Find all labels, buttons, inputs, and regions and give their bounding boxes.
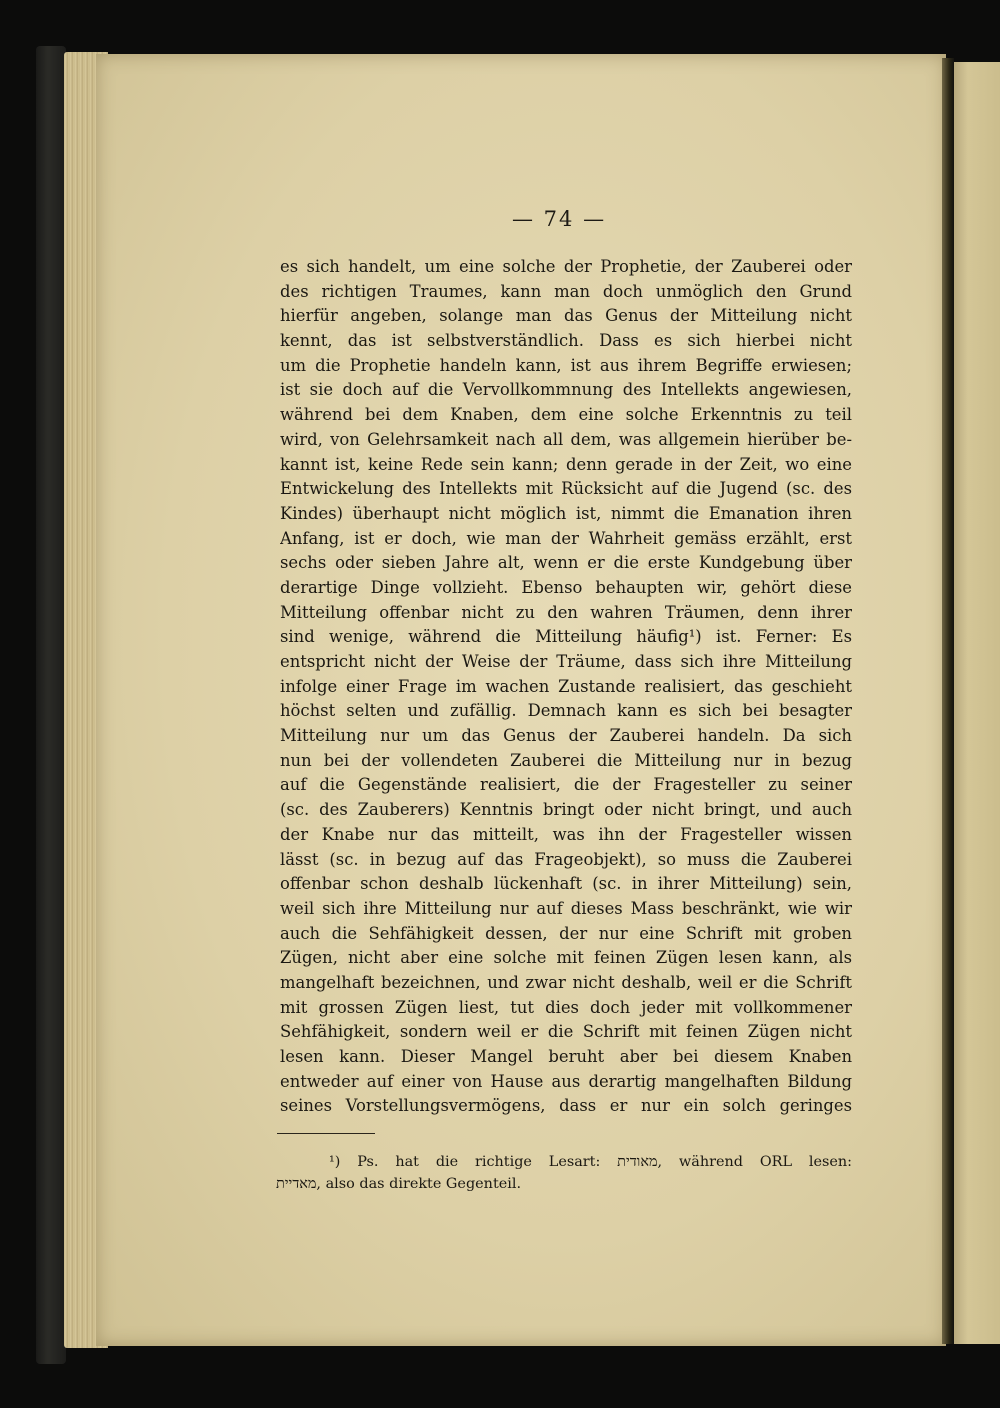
text-line: um die Prophetie handeln kann, ist aus ihrem Begriffe erwiesen; bbox=[280, 355, 852, 375]
text-line: derartige Dinge vollzieht. Ebenso behaupten wir, gehört diese bbox=[280, 577, 852, 597]
text-line: höchst selten und zufällig. Demnach kann es sich bei besagter bbox=[280, 701, 852, 721]
text-line: des richtigen Traumes, kann man doch unmöglich den Grund bbox=[280, 281, 852, 301]
text-line: Mitteilung offenbar nicht zu den wahren Träumen, denn ihrer bbox=[280, 602, 852, 622]
text-line: auf die Gegenstände realisiert, die der Fragesteller zu seiner bbox=[280, 775, 852, 795]
text-line: sechs oder sieben Jahre alt, wenn er die erste Kundgebung über bbox=[280, 553, 852, 573]
footnotes bbox=[276, 1151, 852, 1195]
text-line: Sehfähigkeit, sondern weil er die Schrift mit feinen Zügen nicht bbox=[280, 1022, 852, 1042]
text-line: kannt ist, keine Rede sein kann; denn gerade in der Zeit, wo eine bbox=[280, 454, 852, 474]
text-line: Zügen, nicht aber eine solche mit feinen Zügen lesen kann, als bbox=[280, 948, 852, 968]
text-line: offenbar schon deshalb lückenhaft (sc. in ihrer Mitteilung) sein, bbox=[280, 874, 852, 894]
text-line: es sich handelt, um eine solche der Prophetie, der Zauberei oder bbox=[280, 257, 852, 276]
text-line: infolge einer Frage im wachen Zustande realisiert, das geschieht bbox=[280, 676, 852, 696]
text-line: nun bei der vollendeten Zauberei die Mitteilung nur in bezug bbox=[280, 750, 852, 770]
text-line: mangelhaft bezeichnen, und zwar nicht deshalb, weil er die Schrift bbox=[280, 972, 852, 992]
text-line: Mitteilung nur um das Genus der Zauberei handeln. Da sich bbox=[280, 726, 852, 746]
text-line: seines Vorstellungsvermögens, dass er nur ein solch geringes bbox=[280, 1096, 852, 1116]
text-line: kennt, das ist selbstverständlich. Dass es sich hierbei nicht bbox=[280, 331, 852, 351]
facing-page-edge bbox=[954, 62, 1000, 1344]
text-line: sind wenige, während die Mitteilung häufig¹) ist. Ferner: Es bbox=[280, 627, 852, 647]
text-line: entweder auf einer von Hause aus derartig mangelhaften Bildung bbox=[280, 1071, 852, 1091]
book-gutter bbox=[942, 58, 954, 1344]
text-line: lesen kann. Dieser Mangel beruht aber bei diesem Knaben bbox=[280, 1047, 852, 1066]
footnote-line: ¹) Ps. hat die richtige Lesart: מאודית, während ORL lesen: bbox=[329, 1154, 852, 1170]
text-line: auch die Sehfähigkeit dessen, der nur eine Schrift mit groben bbox=[280, 923, 852, 943]
text-line: Anfang, ist er doch, wie man der Wahrheit gemäss erzählt, erst bbox=[280, 528, 852, 548]
footnote-divider bbox=[277, 1133, 375, 1134]
text-line: lässt (sc. in bezug auf das Frageobjekt), so muss die Zauberei bbox=[280, 849, 852, 869]
text-line: der Knabe nur das mitteilt, was ihn der Fragesteller wissen bbox=[280, 824, 852, 844]
text-line: ist sie doch auf die Vervollkommnung des Intellekts angewiesen, bbox=[280, 380, 852, 400]
text-line: während bei dem Knaben, dem eine solche Erkenntnis zu teil bbox=[280, 405, 852, 425]
text-line: hierfür angeben, solange man das Genus der Mitteilung nicht bbox=[280, 306, 852, 326]
text-line: wird, von Gelehrsamkeit nach all dem, was allgemein hierüber be- bbox=[280, 429, 852, 449]
book-cover-edge bbox=[36, 46, 66, 1364]
text-line: weil sich ihre Mitteilung nur auf dieses Mass beschränkt, wie wir bbox=[280, 898, 852, 918]
text-line: Entwickelung des Intellekts mit Rücksicht auf die Jugend (sc. des bbox=[280, 479, 852, 499]
text-line: Kindes) überhaupt nicht möglich ist, nimmt die Emanation ihren bbox=[280, 503, 852, 523]
text-line: (sc. des Zauberers) Kenntnis bringt oder nicht bringt, und auch bbox=[280, 800, 852, 820]
footnote-line: מאדיית, also das direkte Gegenteil. bbox=[276, 1176, 522, 1192]
body-text bbox=[280, 255, 852, 1119]
text-line: mit grossen Zügen liest, tut dies doch jeder mit vollkommener bbox=[280, 997, 852, 1017]
page-number: — 74 — bbox=[512, 207, 607, 231]
text-line: entspricht nicht der Weise der Träume, dass sich ihre Mitteilung bbox=[280, 652, 852, 671]
